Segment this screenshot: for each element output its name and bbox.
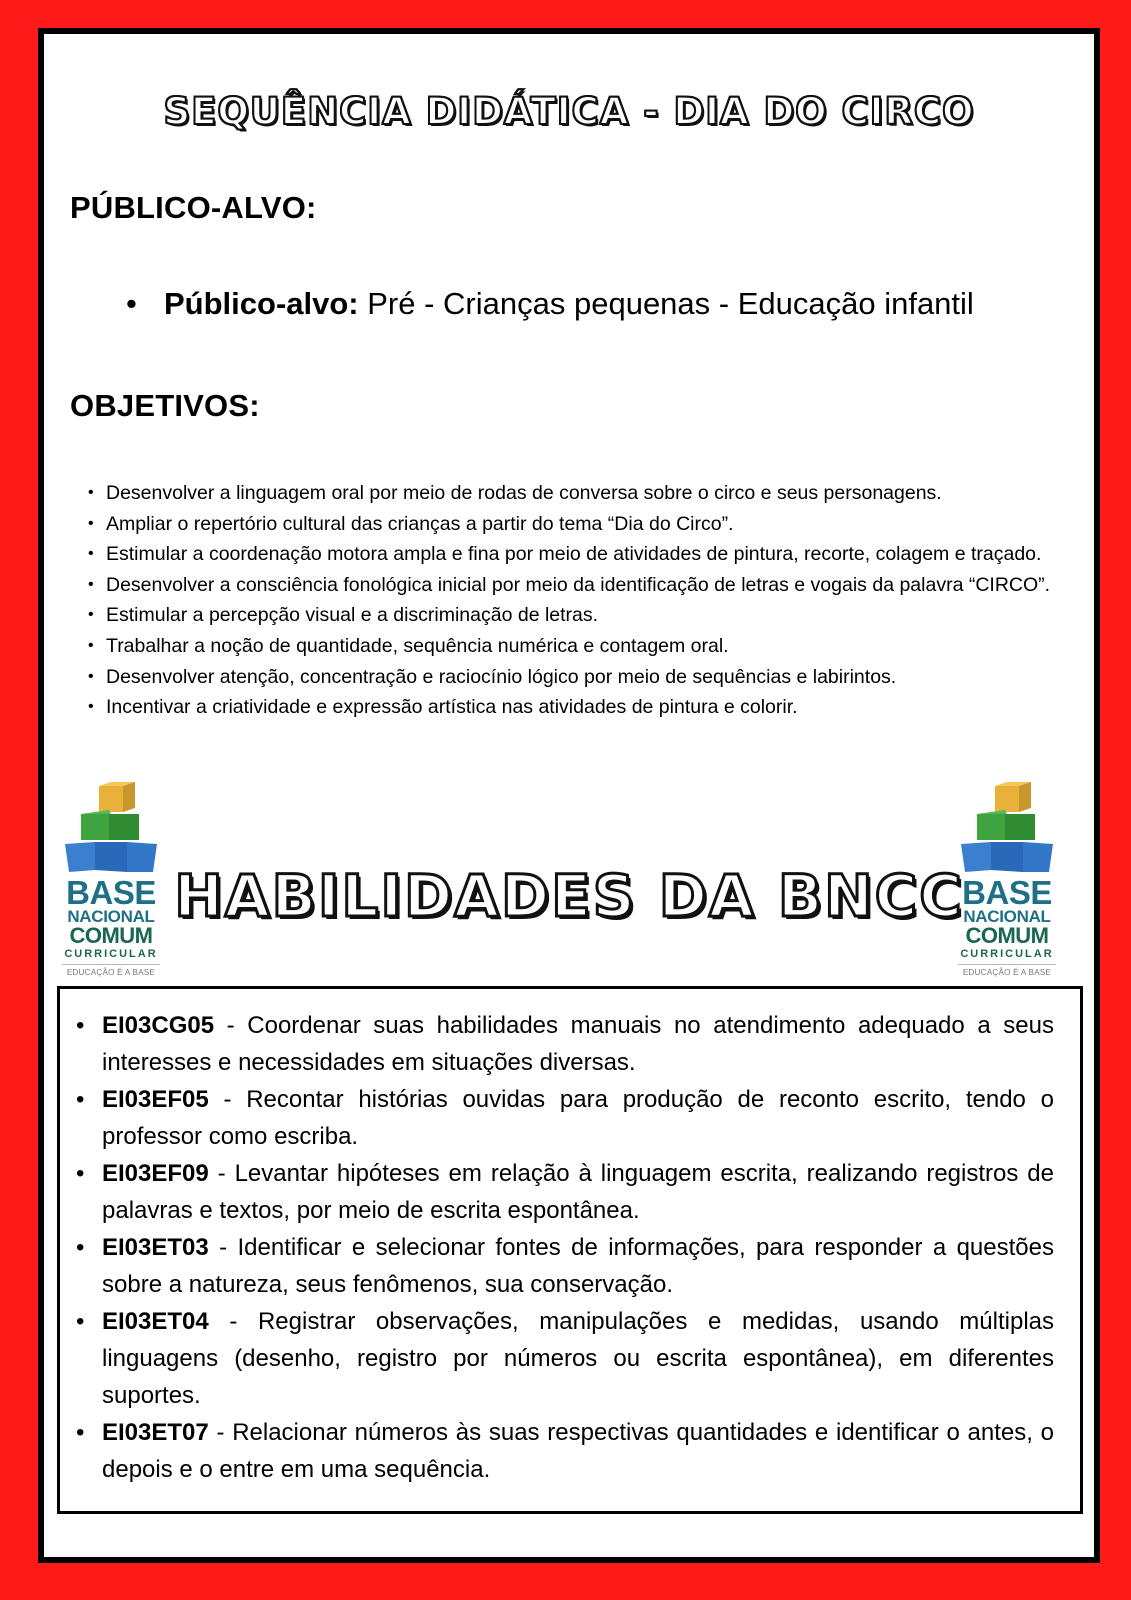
skill-text: - Coordenar suas habilidades manuais no atendimento adequado a seus interesses e necessidades em situações diversas. <box>102 1012 1054 1076</box>
objective-item: • Ampliar o repertório cultural das crianças a partir do tema “Dia do Circo”. <box>88 509 1088 540</box>
objective-item: • Desenvolver a linguagem oral por meio de rodas de conversa sobre o circo e seus personagens. <box>88 478 1088 509</box>
logo-nacional-text: NACIONAL <box>963 907 1051 926</box>
cubes-icon <box>61 782 161 874</box>
objective-item: • Incentivar a criatividade e expressão artística nas atividades de pintura e colorir. <box>88 692 1088 723</box>
logo-tagline: EDUCAÇÃO É A BASE <box>962 968 1052 977</box>
logo-curricular-text: CURRICULAR <box>64 948 158 960</box>
logo-bottom-cubes <box>961 842 1053 872</box>
objective-item: • Trabalhar a noção de quantidade, sequência numérica e contagem oral. <box>88 631 1088 662</box>
audience-item <box>126 286 974 322</box>
objectives-list <box>88 478 1088 723</box>
logo-comum-text: COMUM <box>965 923 1049 948</box>
page-title: SEQUÊNCIA DIDÁTICA - DIA DO CIRCO <box>163 90 975 133</box>
skill-code: EI03ET07 <box>102 1419 209 1446</box>
logo-base-text: BASE <box>962 874 1052 911</box>
objective-item: • Desenvolver a consciência fonológica inicial por meio da identificação de letras e vogais da palavra “CIRCO”. <box>88 570 1088 601</box>
audience-value: Pré - Crianças pequenas - Educação infantil <box>358 286 974 321</box>
logo-nacional-text: NACIONAL <box>67 907 155 926</box>
skill-item <box>76 1081 1054 1155</box>
skill-code: EI03EF05 <box>102 1086 209 1113</box>
logo-middle-cubes <box>977 810 1035 840</box>
logo-top-cube <box>99 782 135 812</box>
skill-text: - Identificar e selecionar fontes de informações, para responder a questões sobre a natureza, seus fenômenos, sua conservação. <box>102 1234 1054 1298</box>
skill-text: - Registrar observações, manipulações e medidas, usando múltiplas linguagens (desenho, registro por números ou escrita espontânea), em diferentes suportes. <box>102 1308 1054 1409</box>
skill-code: EI03CG05 <box>102 1012 215 1039</box>
objective-item: • Desenvolver atenção, concentração e raciocínio lógico por meio de sequências e labirintos. <box>88 662 1088 693</box>
objective-item: • Estimular a coordenação motora ampla e fina por meio de atividades de pintura, recorte, colagem e traçado. <box>88 539 1088 570</box>
skills-box <box>57 986 1083 1514</box>
bncc-logo-right <box>952 782 1062 982</box>
logo-base-text: BASE <box>66 874 156 911</box>
skill-item <box>76 1303 1054 1414</box>
logo-comum-text: COMUM <box>69 923 153 948</box>
document-page <box>38 28 1100 1563</box>
objectives-heading: OBJETIVOS: <box>70 388 260 423</box>
logo-curricular-text: CURRICULAR <box>960 948 1054 960</box>
skill-item <box>76 1155 1054 1229</box>
skill-code: EI03EF09 <box>102 1160 209 1187</box>
skill-item <box>76 1007 1054 1081</box>
audience-heading: PÚBLICO-ALVO: <box>70 190 317 225</box>
skill-item <box>76 1414 1054 1488</box>
skills-list <box>76 1007 1054 1488</box>
logo-divider <box>958 964 1056 965</box>
skill-text: - Recontar histórias ouvidas para produção de reconto escrito, tendo o professor como escriba. <box>102 1086 1054 1150</box>
logo-middle-cubes <box>81 810 139 840</box>
skill-item <box>76 1229 1054 1303</box>
skill-code: EI03ET03 <box>102 1234 209 1261</box>
logo-top-cube <box>995 782 1031 812</box>
logo-tagline: EDUCAÇÃO É A BASE <box>66 968 156 977</box>
audience-label: Público-alvo: <box>164 286 359 321</box>
objective-item: • Estimular a percepção visual e a discriminação de letras. <box>88 600 1088 631</box>
skill-text: - Relacionar números às suas respectivas quantidades e identificar o antes, o depois e o entre em uma sequência. <box>102 1419 1054 1483</box>
bullet-icon: • <box>126 286 137 321</box>
skill-code: EI03ET04 <box>102 1308 209 1335</box>
logo-divider <box>62 964 160 965</box>
cubes-icon <box>957 782 1057 874</box>
skill-text: - Levantar hipóteses em relação à linguagem escrita, realizando registros de palavras e textos, por meio de escrita espontânea. <box>102 1160 1054 1224</box>
skills-heading: HABILIDADES DA BNCC <box>174 862 964 930</box>
